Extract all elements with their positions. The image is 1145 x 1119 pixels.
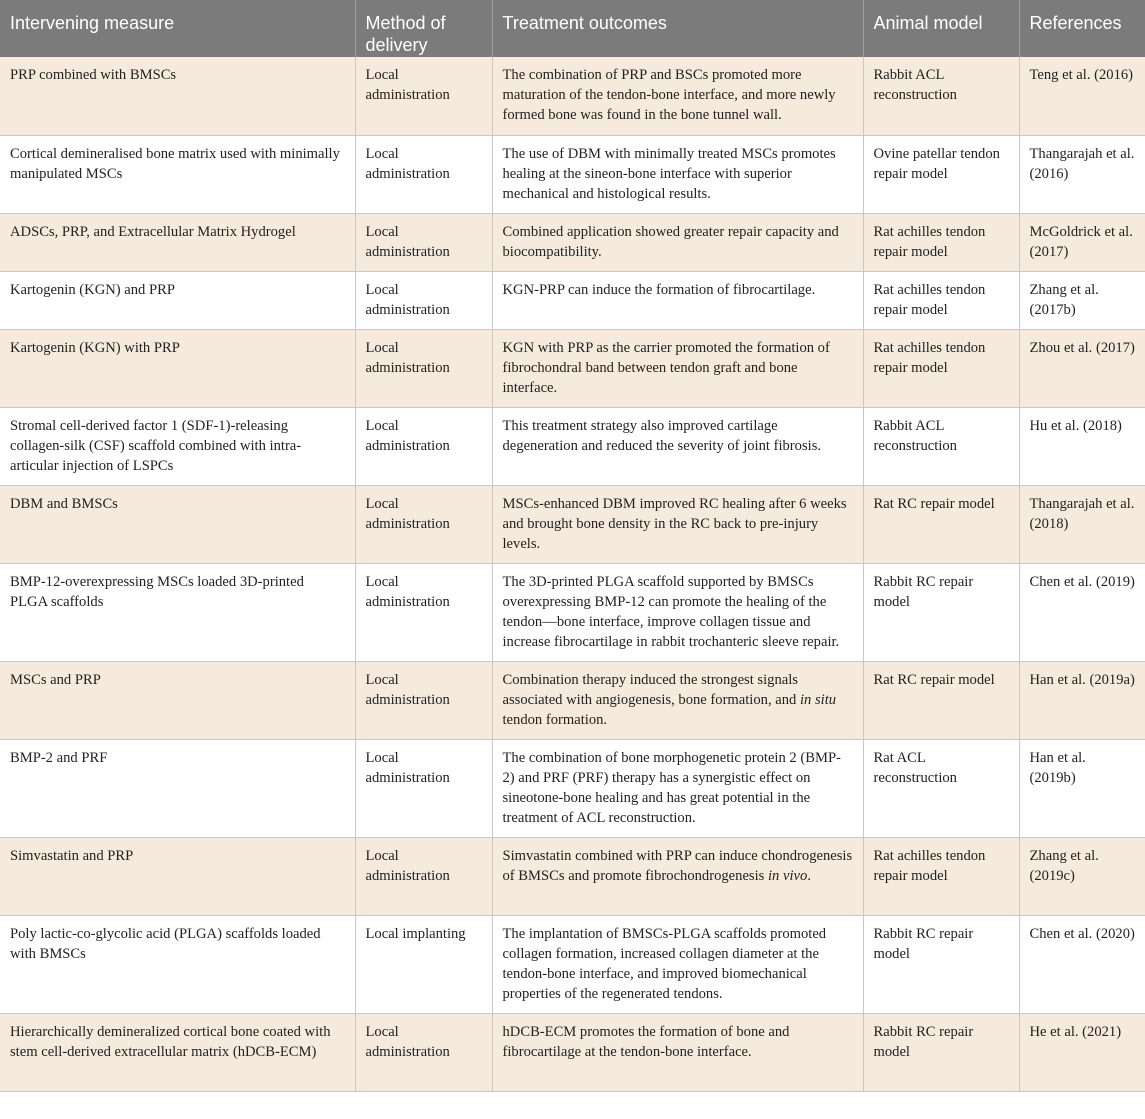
cell-outcome [492,661,863,739]
cell-reference: Han et al. (2019b) [1019,739,1145,837]
cell-measure: Cortical demineralised bone matrix used with minimally manipulated MSCs [0,135,355,213]
cell-model: Rabbit ACL reconstruction [863,57,1019,135]
cell-outcome: KGN-PRP can induce the formation of fibrocartilage. [492,271,863,329]
cell-method: Local administration [355,57,492,135]
cell-model: Rat achilles tendon repair model [863,837,1019,915]
cell-method: Local administration [355,485,492,563]
cell-outcome: The implantation of BMSCs-PLGA scaffolds promoted collagen formation, increased collagen diameter at the tendon-bone interface, and improved biomechanical properties of the regenerated tendons. [492,915,863,1013]
cell-outcome: hDCB-ECM promotes the formation of bone and fibrocartilage at the tendon-bone interface. [492,1013,863,1091]
cell-method: Local administration [355,329,492,407]
header-method-of-delivery: Method of delivery [355,0,492,57]
cell-outcome: The 3D-printed PLGA scaffold supported by BMSCs overexpressing BMP-12 can promote the healing of the tendon—bone interface, improve collagen tissue and increase fibrocartilage in rabbit trochanteric sleeve repair. [492,563,863,661]
cell-measure: DBM and BMSCs [0,485,355,563]
table-row [0,1013,1145,1091]
cell-reference: Teng et al. (2016) [1019,57,1145,135]
cell-reference: Thangarajah et al. (2018) [1019,485,1145,563]
outcome-text: Simvastatin combined with PRP can induce chondrogenesis of BMSCs and promote fibrochondrogenesis [502,847,853,884]
outcome-italic: in situ [799,691,837,708]
cell-measure: PRP combined with BMSCs [0,57,355,135]
cell-model: Rat ACL reconstruction [863,739,1019,837]
cell-reference: He et al. (2021) [1019,1013,1145,1091]
cell-model: Rat RC repair model [863,661,1019,739]
cell-model: Rabbit RC repair model [863,915,1019,1013]
cell-method: Local administration [355,213,492,271]
cell-measure: ADSCs, PRP, and Extracellular Matrix Hydrogel [0,213,355,271]
cell-reference: Thangarajah et al. (2016) [1019,135,1145,213]
table-row [0,57,1145,135]
header-intervening-measure: Intervening measure [0,0,355,57]
cell-outcome: The combination of bone morphogenetic protein 2 (BMP-2) and PRF (PRF) therapy has a synergistic effect on sineotone-bone healing and has great potential in the treatment of ACL reconstruction. [492,739,863,837]
cell-reference: McGoldrick et al. (2017) [1019,213,1145,271]
table-row [0,915,1145,1013]
cell-method: Local administration [355,739,492,837]
cell-method: Local administration [355,135,492,213]
outcome-text: Combination therapy induced the strongest signals associated with angiogenesis, bone formation, and [502,671,800,708]
table-header-row [0,0,1145,57]
outcome-italic: in vivo [768,867,808,884]
cell-measure: Kartogenin (KGN) with PRP [0,329,355,407]
table-row [0,563,1145,661]
table-row [0,837,1145,915]
cell-reference: Hu et al. (2018) [1019,407,1145,485]
cell-measure: Poly lactic-co-glycolic acid (PLGA) scaffolds loaded with BMSCs [0,915,355,1013]
cell-measure: Simvastatin and PRP [0,837,355,915]
header-treatment-outcomes: Treatment outcomes [492,0,863,57]
cell-method: Local implanting [355,915,492,1013]
table-row [0,135,1145,213]
cell-outcome [492,837,863,915]
cell-measure: MSCs and PRP [0,661,355,739]
cell-outcome: The combination of PRP and BSCs promoted more maturation of the tendon-bone interface, and more newly formed bone was found in the bone tunnel wall. [492,57,863,135]
cell-model: Rat RC repair model [863,485,1019,563]
cell-reference: Han et al. (2019a) [1019,661,1145,739]
cell-measure: BMP-2 and PRF [0,739,355,837]
cell-method: Local administration [355,563,492,661]
header-references: References [1019,0,1145,57]
cell-measure: Kartogenin (KGN) and PRP [0,271,355,329]
table-row [0,213,1145,271]
cell-reference: Zhang et al. (2019c) [1019,837,1145,915]
cell-method: Local administration [355,1013,492,1091]
cell-method: Local administration [355,661,492,739]
table-row [0,485,1145,563]
cell-outcome: KGN with PRP as the carrier promoted the formation of fibrochondral band between tendon graft and bone interface. [492,329,863,407]
cell-outcome: The use of DBM with minimally treated MSCs promotes healing at the sineon-bone interface with superior mechanical and histological results. [492,135,863,213]
cell-method: Local administration [355,271,492,329]
cell-model: Ovine patellar tendon repair model [863,135,1019,213]
outcome-text: . [807,867,811,884]
cell-method: Local administration [355,407,492,485]
cell-reference: Zhang et al. (2017b) [1019,271,1145,329]
cell-measure: Stromal cell-derived factor 1 (SDF-1)-releasing collagen-silk (CSF) scaffold combined with intra-articular injection of LSPCs [0,407,355,485]
cell-outcome: MSCs-enhanced DBM improved RC healing after 6 weeks and brought bone density in the RC back to pre-injury levels. [492,485,863,563]
cell-reference: Zhou et al. (2017) [1019,329,1145,407]
cell-reference: Chen et al. (2019) [1019,563,1145,661]
table-row [0,271,1145,329]
table-row [0,661,1145,739]
header-animal-model: Animal model [863,0,1019,57]
cell-model: Rabbit ACL reconstruction [863,407,1019,485]
cell-outcome: This treatment strategy also improved cartilage degeneration and reduced the severity of joint fibrosis. [492,407,863,485]
cell-model: Rabbit RC repair model [863,563,1019,661]
cell-measure: Hierarchically demineralized cortical bone coated with stem cell-derived extracellular matrix (hDCB-ECM) [0,1013,355,1091]
cell-reference: Chen et al. (2020) [1019,915,1145,1013]
cell-measure: BMP-12-overexpressing MSCs loaded 3D-printed PLGA scaffolds [0,563,355,661]
table-row [0,407,1145,485]
cell-model: Rat achilles tendon repair model [863,329,1019,407]
cell-model: Rat achilles tendon repair model [863,213,1019,271]
table-row [0,329,1145,407]
table-row [0,739,1145,837]
cell-outcome: Combined application showed greater repair capacity and biocompatibility. [492,213,863,271]
cell-model: Rabbit RC repair model [863,1013,1019,1091]
cell-model: Rat achilles tendon repair model [863,271,1019,329]
cell-method: Local administration [355,837,492,915]
outcome-text: tendon formation. [502,711,608,728]
